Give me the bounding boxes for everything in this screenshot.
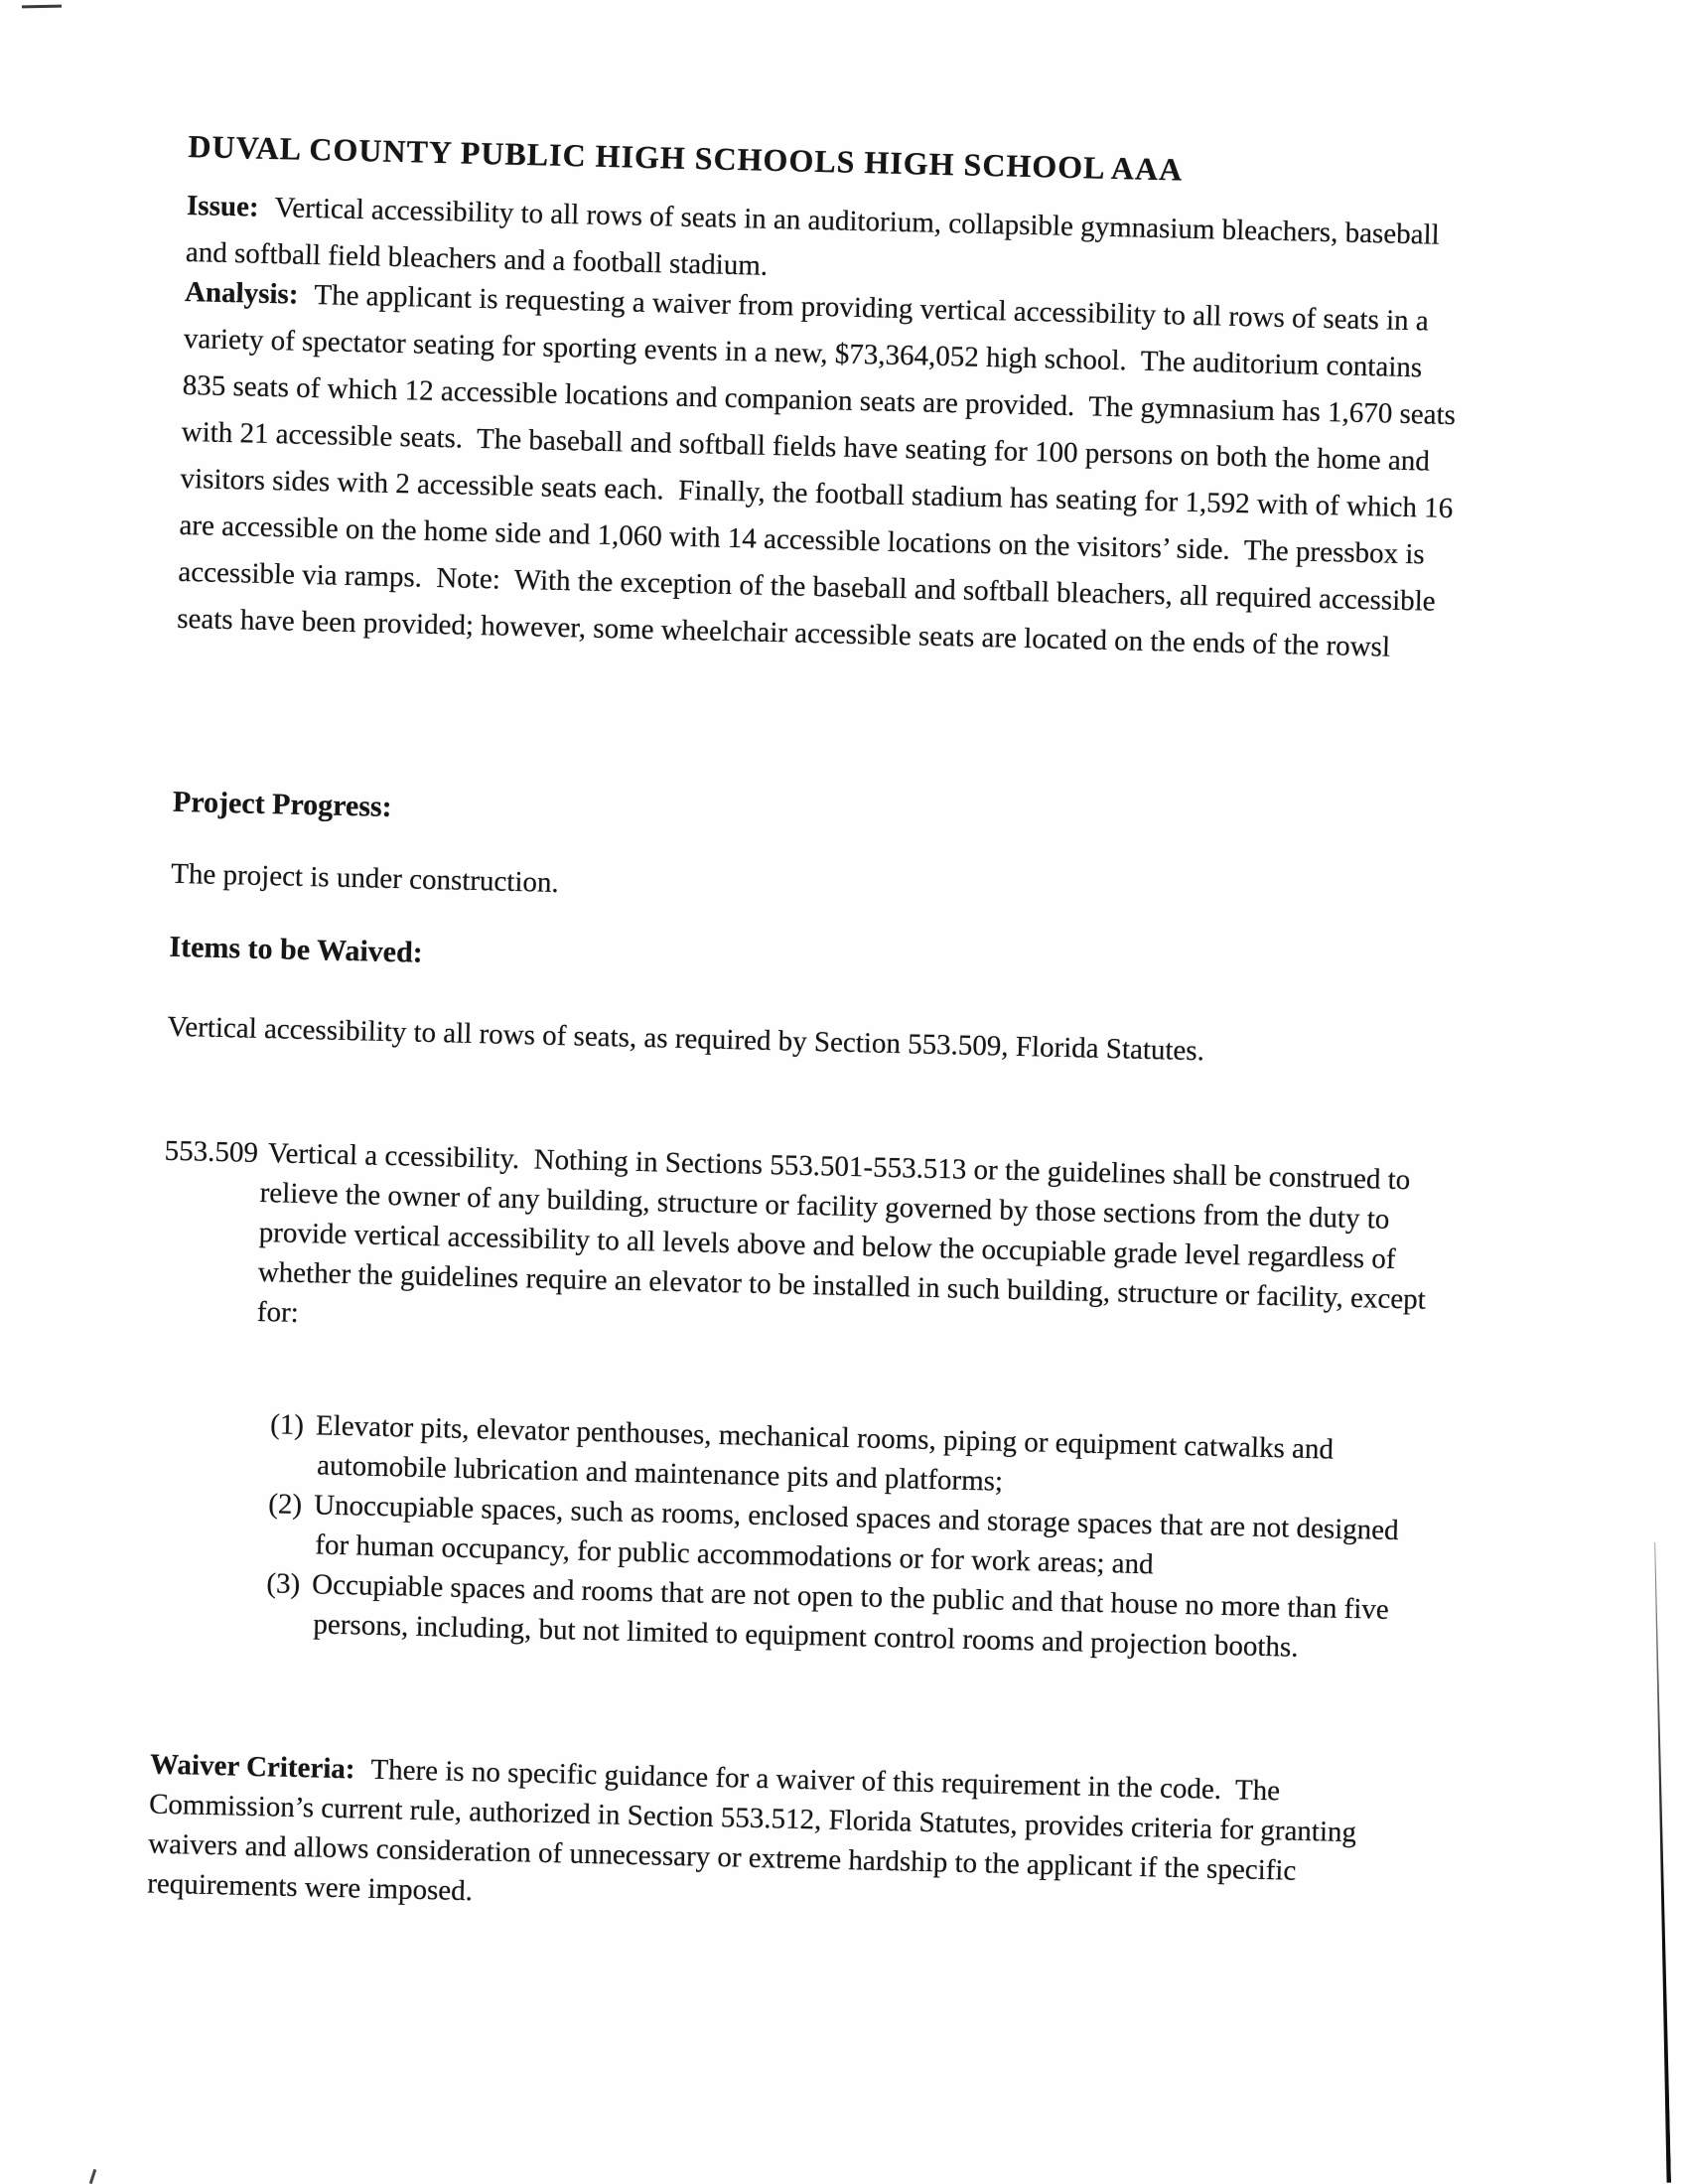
scan-artifact-right-line	[1652, 1542, 1671, 2183]
list-item-number: (2)	[267, 1488, 303, 1522]
analysis-paragraph	[177, 269, 1462, 672]
project-progress-heading: Project Progress:	[172, 785, 393, 824]
issue-text: Vertical accessibility to all rows of seats in an auditorium, collapsible gymnasium bleachers, baseball and softball field bleachers and a football stadium.	[185, 192, 1448, 282]
waiver-criteria-text: There is no specific guidance for a waiver of this requirement in the code. The Commission’s current rule, authorized in Section 553.512, Florida Statutes, provides criteria for granting waivers and allows consideration of unnecessary or extreme hardship to the applicant if the specific requirements were imposed.	[146, 1753, 1364, 1908]
analysis-label: Analysis:	[184, 275, 299, 311]
statute-paragraph	[160, 1131, 1440, 1360]
items-to-be-waived-heading: Items to be Waived:	[169, 930, 424, 969]
statute-number: 553.509	[164, 1134, 259, 1169]
page-title: DUVAL COUNTY PUBLIC HIGH SCHOOLS HIGH SCHOOL AAA	[188, 127, 1184, 188]
issue-label: Issue:	[186, 189, 259, 223]
scan-artifact-bottom-tick	[89, 2169, 96, 2184]
document-content	[144, 126, 1464, 2043]
list-item-text: Unoccupiable spaces, such as rooms, enclosed spaces and storage spaces that are not designed for human occupancy, for public accommodations or for work areas; and	[313, 1489, 1407, 1581]
items-to-be-waived-body: Vertical accessibility to all rows of seats, as required by Section 553.509, Florida Statutes.	[167, 1010, 1205, 1068]
list-item-number: (1)	[269, 1408, 305, 1442]
scan-artifact-top-dash	[22, 5, 62, 9]
statute-exception-list	[153, 1402, 1434, 1671]
waiver-criteria-label: Waiver Criteria:	[149, 1748, 355, 1786]
waiver-criteria-paragraph	[147, 1745, 1426, 1934]
statute-body: Vertical a ccessibility. Nothing in Sections 553.501-553.513 or the guidelines shall be construed to relieve the owner of any building, structure or facility governed by those sections from the duty to provide vertical accessibility to all levels above and below the occupiable grade level regardless of whether the guidelines require an elevator to be installed in such building, structure or facility, except for:	[256, 1137, 1434, 1329]
list-item-text: Occupiable spaces and rooms that are not open to the public and that house no more than five persons, including, but not limited to equipment control rooms and projection booths.	[311, 1568, 1397, 1664]
analysis-text: The applicant is requesting a waiver from providing vertical accessibility to all rows of seats in a variety of spectator seating for sporting events in a new, $73,364,052 high school. The auditorium contains 835 seats of which 12 accessible locations and companion seats are provided. The gymnasium has 1,670 seats with 21 accessible seats. The baseball and softball fields have seating for 100 persons on both the home and visitors sides with 2 accessible seats each. Finally, the football stadium has seating for 1,592 with of which 16 are accessible on the home side and 1,060 with 14 accessible locations on the visitors’ side. The pressbox is accessible via ramps. Note: With the exception of the baseball and softball bleachers, all required accessible seats have been provided; however, some wheelchair accessible seats are located on the ends of the rowsl	[176, 279, 1464, 663]
list-item-number: (3)	[266, 1567, 301, 1601]
list-item-text: Elevator pits, elevator penthouses, mechanical rooms, piping or equipment catwalks and automobile lubrication and maintenance pits and platforms;	[315, 1409, 1341, 1498]
project-progress-body: The project is under construction.	[170, 857, 560, 899]
